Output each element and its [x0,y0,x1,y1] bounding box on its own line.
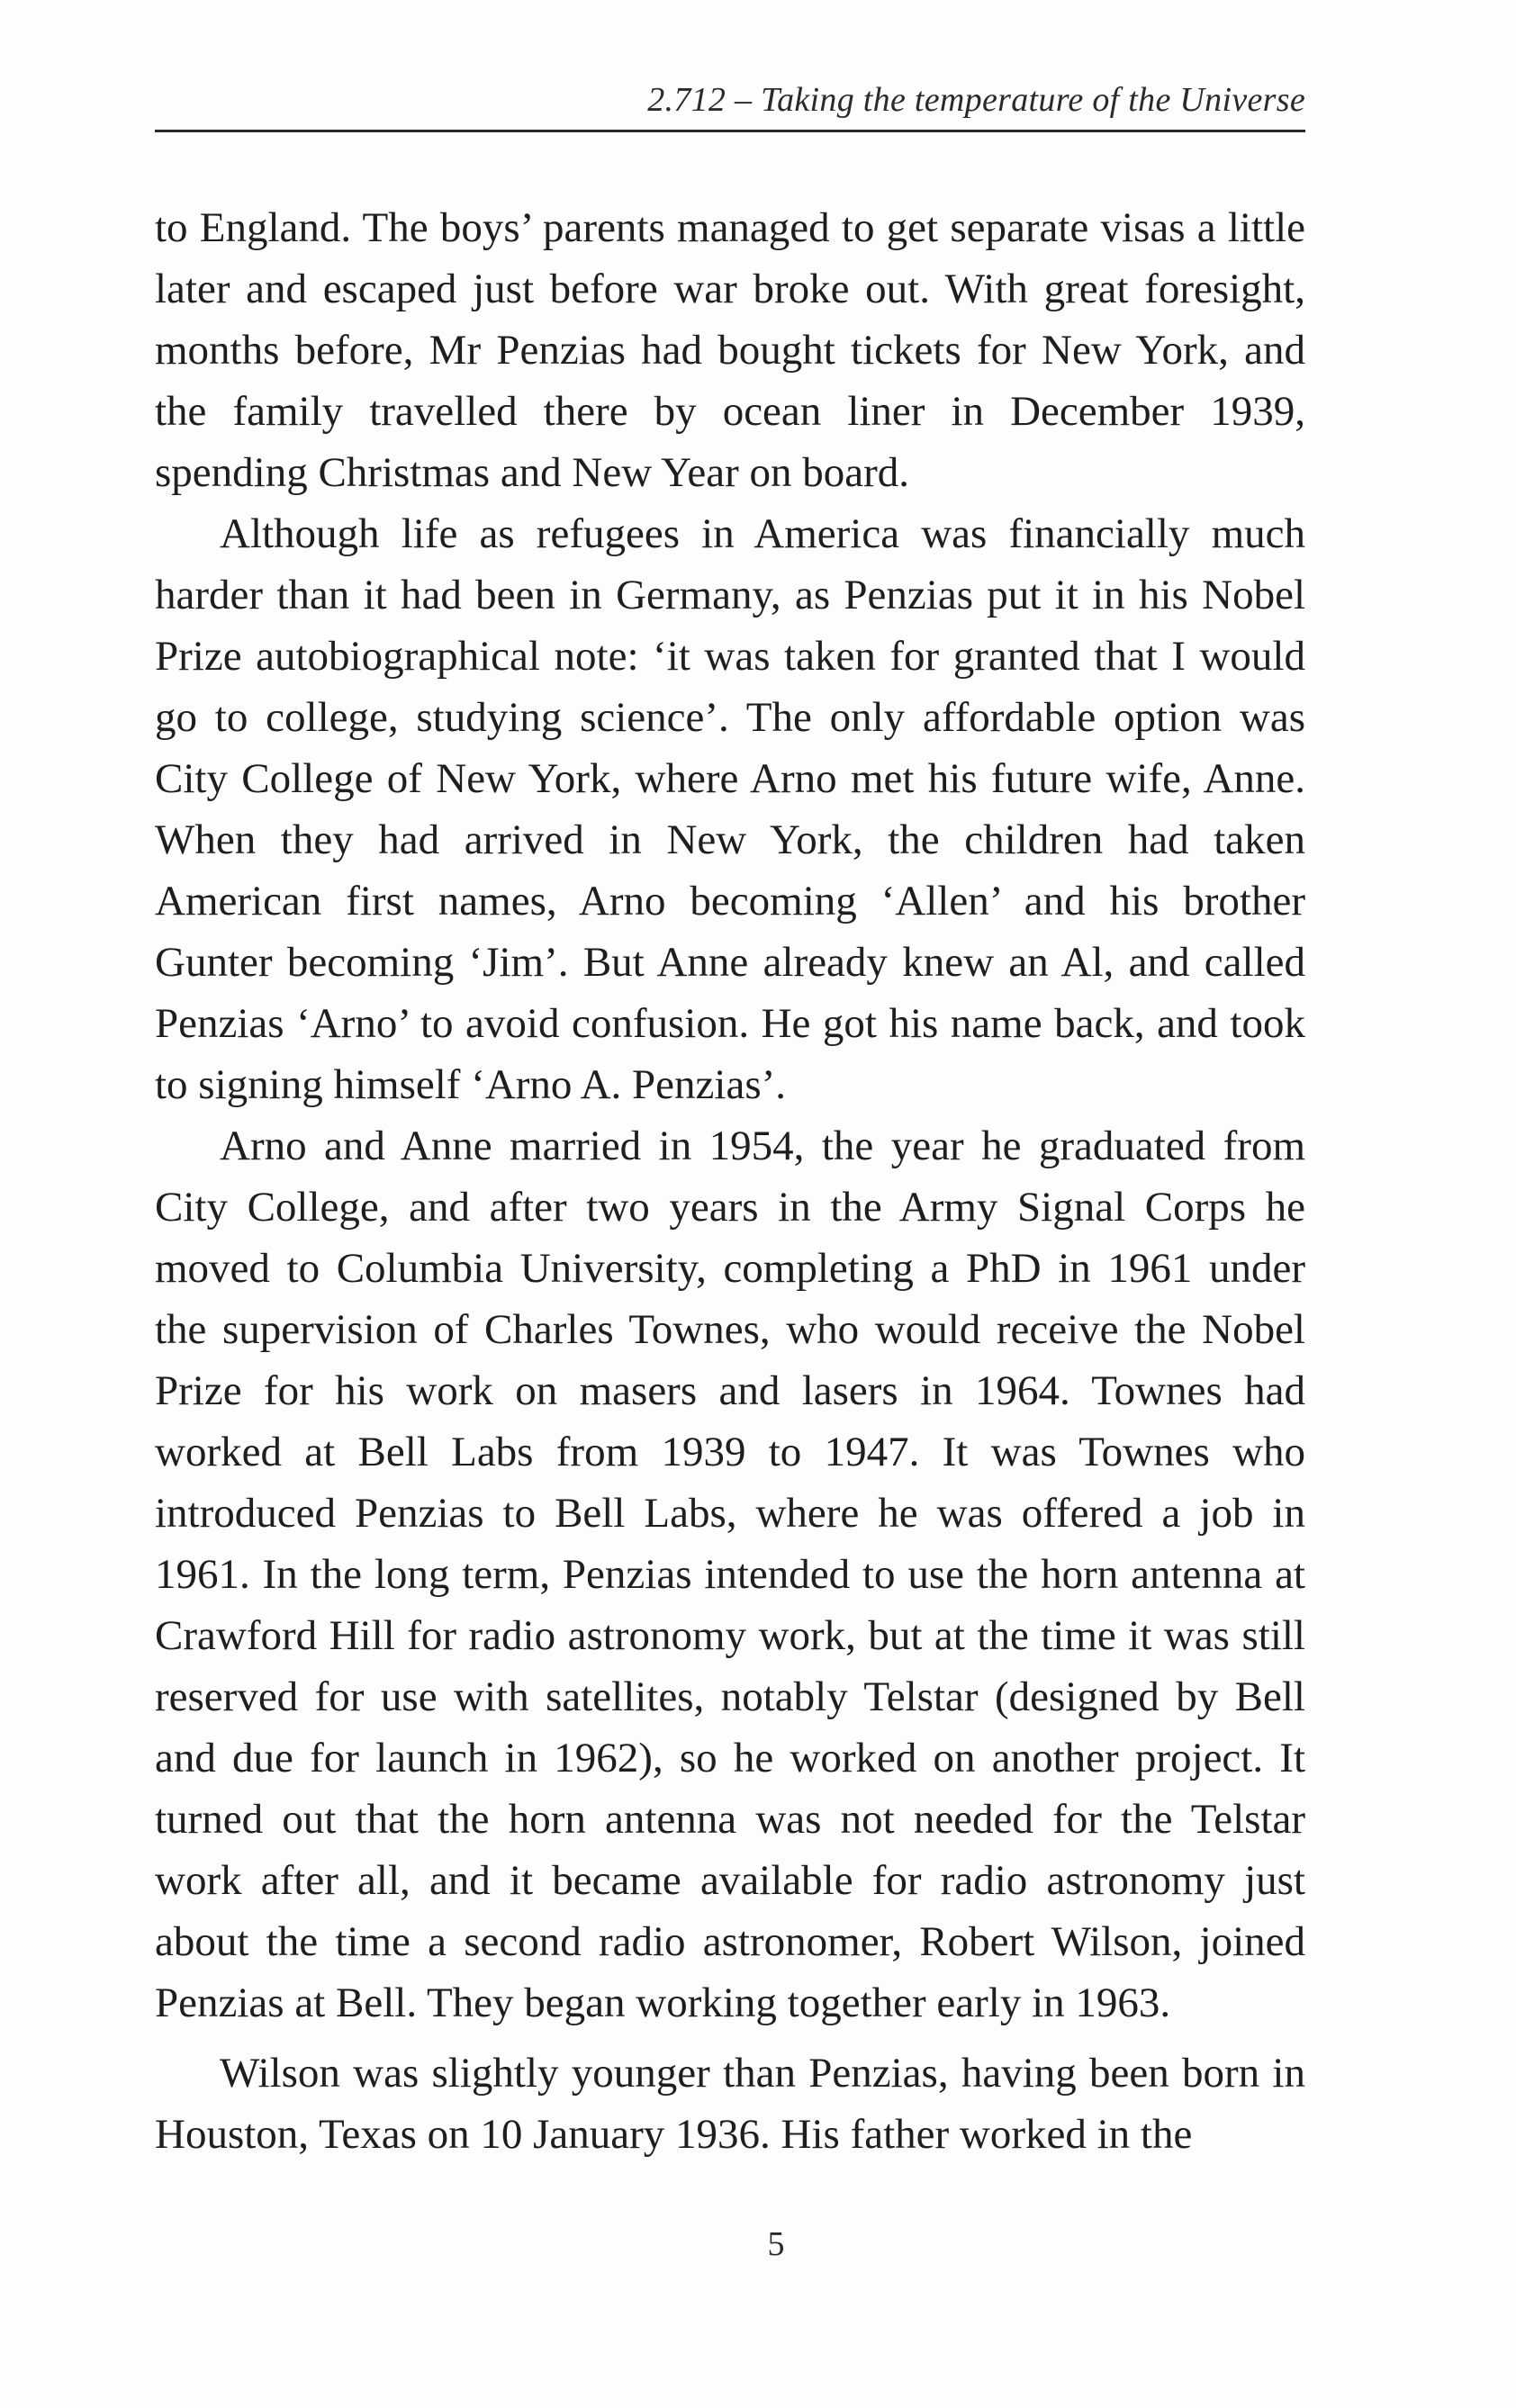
paragraph-4: Wilson was slightly younger than Penzias, having been born in Houston, Texas on 10 January 1936. His father worked in the [155,2050,1305,2158]
body-text [155,197,1305,2165]
paragraph-3: Arno and Anne married in 1954, the year he graduated from City College, and after two years in the Army Signal Corps he moved to Columbia University, completing a PhD in 1961 under the supervision of Charles Townes, who would receive the Nobel Prize for his work on masers and lasers in 1964. Townes had worked at Bell Labs from 1939 to 1947. It was Townes who introduced Penzias to Bell Labs, where he was offered a job in 1961. In the long term, Penzias intended to use the horn antenna at Crawford Hill for radio astronomy work, but at the time it was still reserved for use with satellites, notably Telstar (designed by Bell and due for launch in 1962), so he worked on another project. It turned out that the horn antenna was not needed for the Telstar work after all, and it became available for radio astronomy just about the time a second radio astronomer, Robert Wilson, joined Penzias at Bell. They began working together early in 1963. [155,1123,1305,2026]
page-number: 5 [767,2225,785,2263]
paragraph-1: to England. The boys’ parents managed to get separate visas a little later and escaped just before war broke out. With great foresight, months before, Mr Penzias had bought tickets for New York, and the family travelled there by ocean liner in December 1939, spending Christmas and New Year on board. [155,204,1305,496]
running-head: 2.712 – Taking the temperature of the Universe [647,81,1305,119]
header-rule [155,130,1305,132]
paragraph-2: Although life as refugees in America was financially much harder than it had been in Germany, as Penzias put it in his Nobel Prize autobiographical note: ‘it was taken for granted that I would go to college, studying science’. The only affordable option was City College of New York, where Arno met his future wife, Anne. When they had arrived in New York, the children had taken American first names, Arno becoming ‘Allen’ and his brother Gunter becoming ‘Jim’. But Anne already knew an Al, and called Penzias ‘Arno’ to avoid confusion. He got his name back, and took to signing himself ‘Arno A. Penzias’. [155,510,1305,1108]
